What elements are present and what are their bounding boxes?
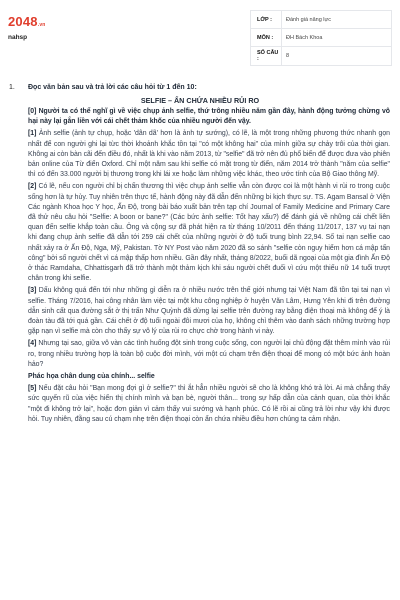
- paragraph-3: [28, 286, 390, 337]
- paragraph-number: [4]: [28, 340, 37, 348]
- page-header: [0, 0, 400, 78]
- paragraph-number: [5]: [28, 385, 37, 393]
- meta-value: 8: [281, 47, 391, 65]
- exam-meta-table: [250, 10, 392, 66]
- meta-value: Đánh giá năng lực: [281, 11, 391, 28]
- paragraph-text: Nếu đặt câu hỏi "Bạn mong đợi gì ở selfie?" thì ắt hẳn nhiều người sẽ cho là không khó trả lời. Ai mà chẳng thấy sức quyến rũ của việc hiển thị chính mình và bạn bè, người thân... trong sự hấp dẫn của cảnh quan, của thời khắc "một đi không trở lại", hoặc đơn giản vì cảm thấy vui sướng và hạnh phúc. Có lẽ rồi ai cũng trả lời như vậy khi được hỏi. Tuy nhiên, đằng sau cú chạm nhẹ trên điện thoại còn ẩn chứa nhiều điều hơn chúng ta cảm nhận.: [28, 385, 390, 423]
- paragraph-text: Ảnh selfie (ảnh tự chụp, hoặc 'dân dã' hơn là ảnh tự sướng), có lẽ, là một trong những phương thức nhanh gọn nhất để con người ghi lại từc thời khoảnh khắc tồn tại "có một không hai" của mình giữa sự chảy trôi của thời gian. Không ai còn bàn cãi đến điều đó, nhất là khi vào năm 2013, từ "selfie" đã trở nên đủ phổ biến để được đưa vào phiên bản online của Từ điển Oxford. Chỉ một năm sau khi selfie có mặt trong từ điển, năm 2014 trở thành "năm của selfie" thì có đến 33.000 người bị thương trong khi lái xe hoặc làm những việc khác, theo ước tính của Bộ Giao thông Mỹ.: [28, 130, 390, 179]
- paragraph-1: [28, 129, 390, 180]
- paragraph-5: [28, 384, 390, 425]
- logo-suffix: .vn: [37, 22, 46, 28]
- meta-row-subject: [251, 29, 391, 47]
- section-subheading: Phác họa chân dung của chính... selfie: [28, 373, 155, 381]
- meta-key: SỐ CÂU :: [257, 50, 279, 62]
- paragraph-text: Dấu không quá đến tới như những gì diễn ra ở nhiều nước trên thế giới nhưng tại Việt Nam đã tồn tại tai nạn vì selfie. Tháng 7/2016, hai công nhân làm việc tại một khu công nghiệp ở huyện Văn Lâm, Hưng Yên khi đi trên đường dẫn sinh cất qua đường sắt ở thị trấn Như Quỳnh đã dừng lại selfie trên đường ray bằng điện thoại mà không để ý là đoàn tàu đã tới quá gần. Cái chết ở độ tuổi ngoài đôi mươi của họ, không chỉ thêm vào danh sách những trường hợp gặp nạn vì selfie mà còn cho thấy sự vô lý của rủi ro chực chờ trong hành vi này.: [28, 287, 390, 336]
- paragraph-number: [1]: [28, 130, 37, 138]
- site-logo[interactable]: [8, 14, 46, 29]
- meta-key: MÔN :: [257, 34, 274, 41]
- question-content: [0, 80, 400, 600]
- paragraph-4: [28, 339, 390, 370]
- passage-lead: [0] Người ta có thể nghĩ gì về việc chụp ảnh selfie, thứ trông nhiều năm gần đây, hành động tưởng chừng vô hại này lại gắn liền với cái chết thảm khốc của nhiều người đến vậy.: [28, 108, 390, 126]
- logo-text: 2048: [8, 14, 38, 29]
- paragraph-text: Nhưng tại sao, giữa vô vàn các tình huống đột sinh trong cuộc sống, con người lại chủ động đặt thêm mình vào rủi ro, trong nhiều trường hợp là toàn bộ cuộc đời mình, với một cú chạm trên điện thoại để mong có một bức ảnh hoàn hảo?: [28, 340, 390, 368]
- passage-title: SELFIE – ẨN CHỨA NHIỀU RỦI RO: [140, 96, 260, 105]
- question-prompt: Đọc văn bản sau và trả lời các câu hỏi từ 1 đến 10:: [28, 84, 197, 91]
- username: nahsp: [8, 34, 28, 41]
- paragraph-text: Có lẽ, nếu con người chỉ bị chấn thương thì việc chụp ảnh selfie vẫn còn được coi là một hành vi rủi ro trong cuộc sống hơn là tự hủy. Tuy nhiên trên thực tế, hành động này đã dẫn đến những bi kịch thực sự. TS. Agam Bansal ở Viện Các ngành Khoa học Y học, Ấn Độ, trong bài báo xuất bản trên tạp chí Journal of Family Medicine and Primary Care đã thử nêu câu hỏi "Selfie: A boon or bane?" (Các bức ảnh selfie: Tốt hay xấu?) để đánh giá về những cái chết liên quan đến selfie khắp toàn cầu. Ông và cộng sự đã phát hiện ra từ tháng 10/2011 đến tháng 11/2017, 137 vụ tai nạn khi đang chụp ảnh selfie đã dẫn tới 259 cái chết của những người ở độ tuổi trung bình 22,94. Số tai nạn selfie cao nhất xảy ra ở Ấn Độ, Nga, Mỹ, Pakistan. Tờ NY Post vào năm 2020 đã so sánh "selfie còn nguy hiểm hơn cá mập tấn công" bởi số người chết vì cá mập thấp hơn nhiều. Gần đây nhất, tháng 8/2022, buổi dã ngoại của một gia đình Ấn Độ ở thác Ramdaha, Chhattisgarh đã trở thành một thảm kịch khi sáu người chết đuối vì cứu một thiếu nữ 14 tuổi trượt chân trong khi selfie.: [28, 183, 390, 283]
- meta-key: LỚP :: [257, 16, 272, 23]
- paragraph-2: [28, 182, 390, 284]
- meta-row-class: [251, 11, 391, 29]
- meta-value: ĐH Bách Khoa: [281, 29, 391, 46]
- paragraph-number: [3]: [28, 287, 37, 295]
- passage-body: [28, 107, 390, 427]
- paragraph-number: [2]: [28, 183, 37, 191]
- question-number: 1.: [9, 84, 15, 91]
- meta-row-question-count: [251, 47, 391, 65]
